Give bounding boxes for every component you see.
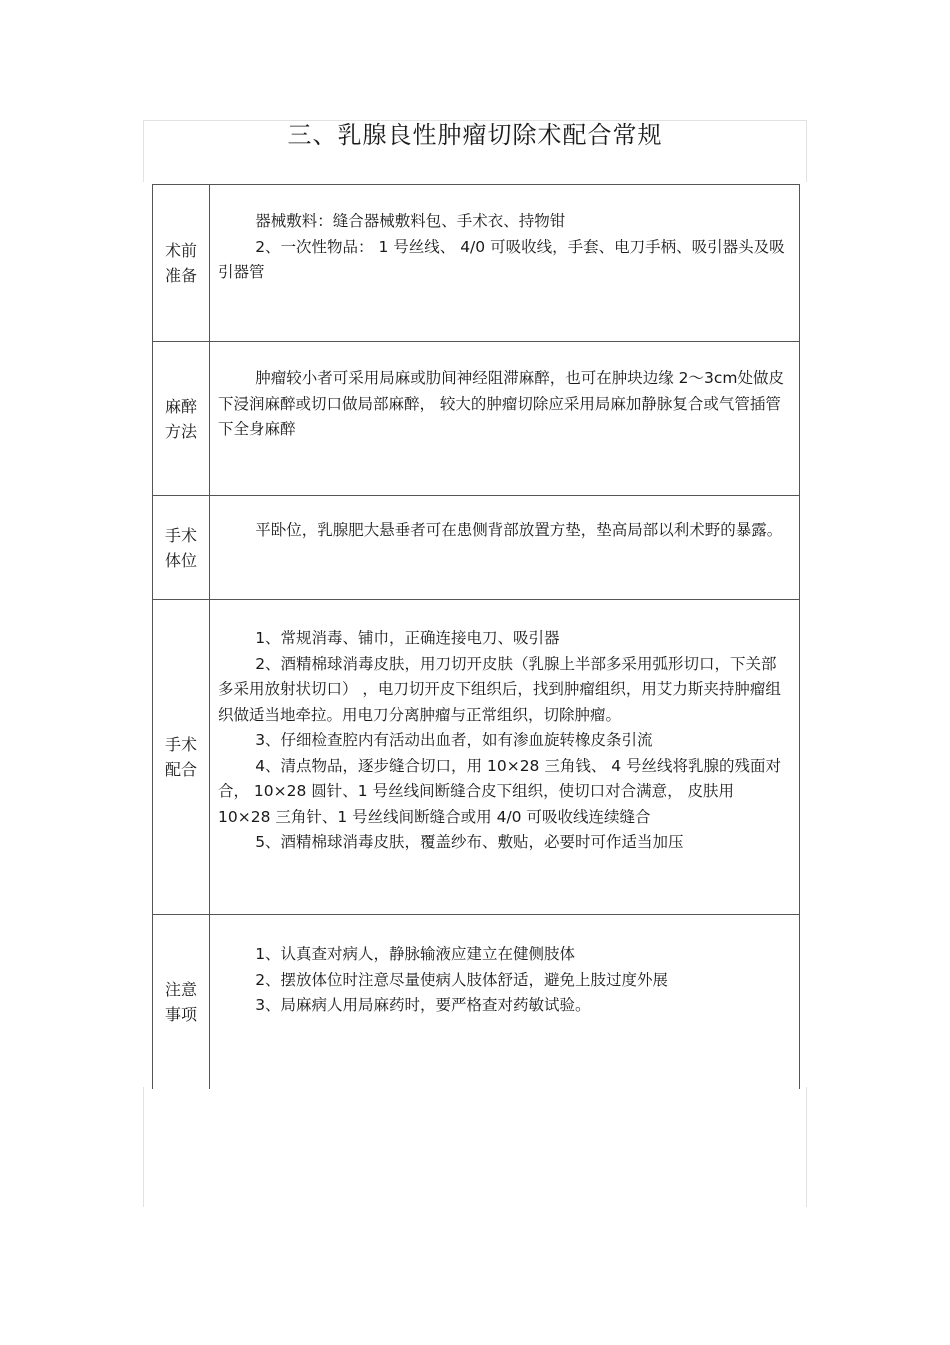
bottom-frame — [143, 1087, 807, 1207]
table-row-notes — [153, 915, 799, 1089]
paragraph: 2、一次性物品： 1 号丝线、 4/0 可吸收线，手套、电刀手柄、吸引器头及吸引器管 — [218, 237, 785, 281]
row-label-text: 术前准备 — [164, 241, 197, 285]
paragraph: 1、常规消毒、铺巾，正确连接电刀、吸引器 — [255, 629, 560, 647]
row-content-position — [210, 496, 799, 599]
procedure-table — [152, 184, 800, 1089]
row-content-cooperation — [210, 600, 799, 914]
table-row-cooperation — [153, 600, 799, 915]
paragraph: 3、局麻病人用局麻药时，要严格查对药敏试验。 — [255, 996, 591, 1014]
paragraph: 平卧位，乳腺肥大悬垂者可在患侧背部放置方垫，垫高局部以利术野的暴露。 — [255, 521, 783, 539]
paragraph: 3、仔细检查腔内有活动出血者，如有渗血旋转橡皮条引流 — [255, 731, 653, 749]
paragraph: 肿瘤较小者可采用局麻或肋间神经阻滞麻醉，也可在肿块边缘 2～3cm处做皮下浸润麻醉或切口做局部麻醉， 较大的肿瘤切除应采用局麻加静脉复合或气管插管下全身麻醉 — [218, 369, 784, 438]
row-label-notes — [153, 915, 210, 1089]
table-row-preop — [153, 185, 799, 342]
table-row-anesthesia — [153, 342, 799, 496]
paragraph: 4、清点物品，逐步缝合切口，用 10×28 三角钱、 4 号丝线将乳腺的残面对合， 10×28 圆针、1 号丝线间断缝合皮下组织，使切口对合满意， 皮肤用 10×28 三角针、1 号丝线间断缝合或用 4/0 可吸收线连续缝合 — [218, 756, 782, 826]
row-label-cooperation — [153, 600, 210, 914]
table-row-position — [153, 496, 799, 600]
row-content-preop — [210, 185, 799, 341]
row-content-anesthesia — [210, 342, 799, 495]
row-label-text: 手术体位 — [164, 525, 197, 570]
paragraph: 2、摆放体位时注意尽量使病人肢体舒适，避免上肢过度外展 — [255, 970, 669, 989]
row-label-position — [153, 496, 210, 599]
row-label-anesthesia — [153, 342, 210, 495]
paragraph: 器械敷料：缝合器械敷料包、手术衣、持物钳 — [255, 212, 566, 230]
paragraph: 2、酒精棉球消毒皮肤，用刀切开皮肤（乳腺上半部多采用弧形切口，下关部多采用放射状切口） ，电刀切开皮下组织后，找到肿瘤组织，用艾力斯夹持肿瘤组织做适当地牵拉。用电刀分离肿瘤与正常组织，切除肿瘤。 — [218, 654, 781, 724]
row-label-text: 麻醉方法 — [164, 396, 197, 441]
row-label-text: 手术配合 — [164, 735, 197, 779]
row-content-notes — [210, 915, 799, 1089]
row-label-text: 注意事项 — [164, 980, 197, 1024]
paragraph: 5、酒精棉球消毒皮肤，覆盖纱布、敷贴，必要时可作适当加压 — [255, 833, 684, 851]
document-title: 三、乳腺良性肿瘤切除术配合常规 — [287, 121, 663, 149]
paragraph: 1、认真查对病人，静脉输液应建立在健侧肢体 — [255, 945, 576, 963]
row-label-preop — [153, 185, 210, 341]
